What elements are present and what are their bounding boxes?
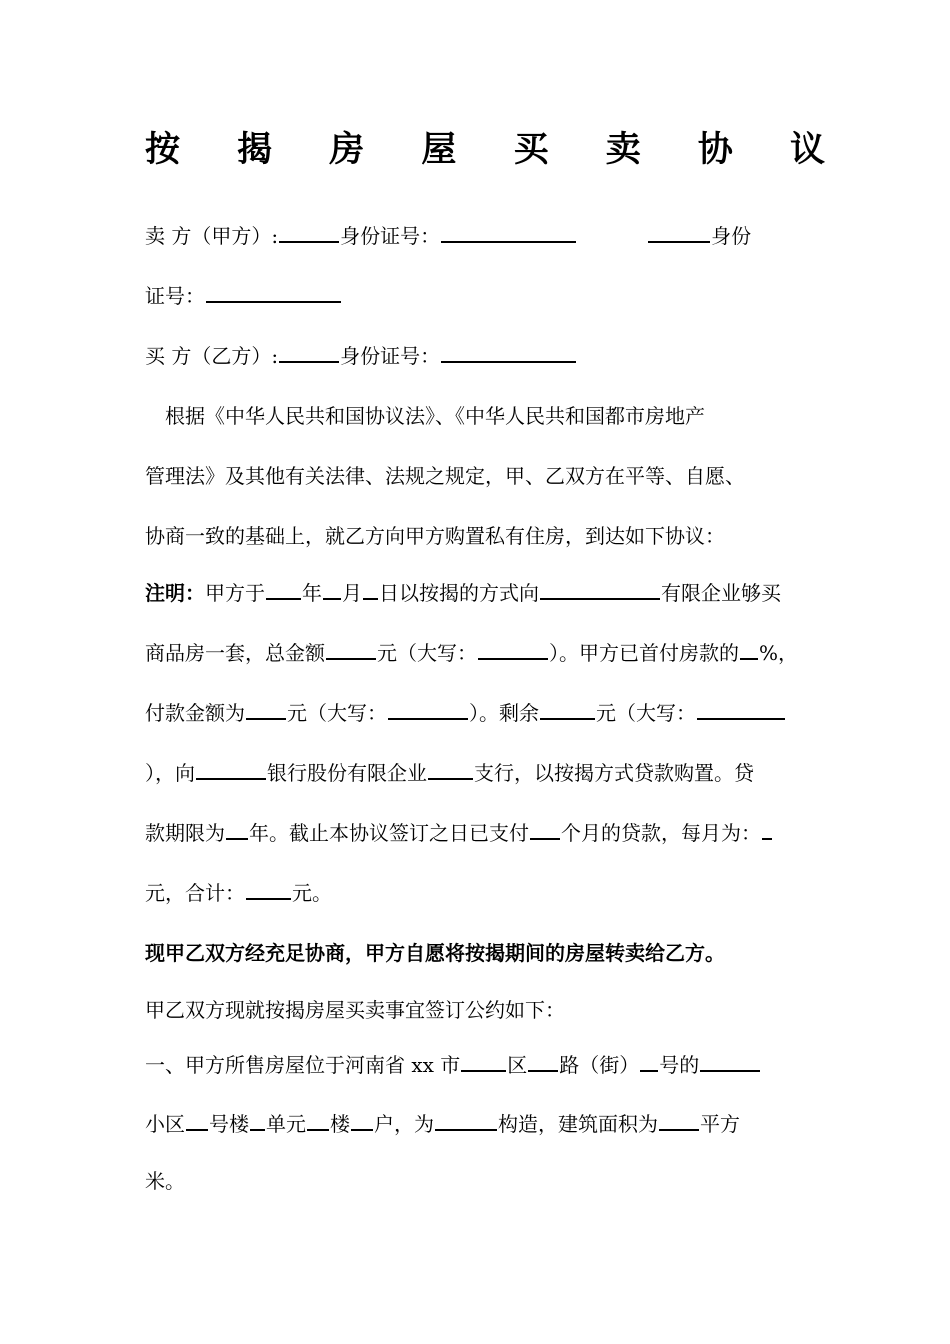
blank-field	[323, 578, 341, 600]
note-text: ），向	[145, 761, 195, 785]
note-text: 支行，以按揭方式贷款购置。贷	[474, 761, 754, 785]
note-text: ）。剩余	[469, 701, 539, 725]
preamble-line-3: 协商一致的基础上，就乙方向甲方购置私有住房，到达如下协议：	[145, 524, 725, 548]
note-text: 商品房一套，总金额	[145, 641, 325, 665]
note-line-5	[145, 818, 773, 848]
blank-field	[648, 221, 710, 243]
preamble-line-2: 管理法》及其他有关法律、法规之规定，甲、乙双方在平等、自愿、	[145, 464, 745, 488]
blank-field	[326, 638, 376, 660]
id-label: 身份证号：	[340, 224, 441, 248]
seller-id-line	[145, 281, 342, 311]
note-text: 元（大写：	[377, 641, 477, 665]
note-text: 甲方于	[205, 581, 265, 605]
clause-text: 平方	[700, 1112, 740, 1136]
note-text: 付款金额为	[145, 701, 245, 725]
title-char: 按	[145, 129, 181, 170]
blank-field	[307, 1109, 329, 1131]
blank-field	[540, 698, 595, 720]
note-text: 元（大写：	[287, 701, 387, 725]
note-text: 日以按揭的方式向	[379, 581, 539, 605]
title-char: 房	[329, 129, 365, 170]
note-label: 注明：	[145, 581, 205, 605]
blank-field	[279, 221, 339, 243]
blank-field	[388, 698, 468, 720]
note-text: 有限企业够买	[661, 581, 781, 605]
seller-line	[145, 221, 751, 251]
title-char: 议	[789, 129, 825, 170]
blank-field	[461, 1050, 506, 1072]
blank-field	[700, 1050, 760, 1072]
document-title	[145, 126, 825, 174]
clause-1-line-2	[145, 1109, 740, 1139]
note-text: 元，合计：	[145, 881, 245, 905]
clause-text: 路（街）	[559, 1053, 640, 1077]
note-text: 月	[342, 581, 362, 605]
clause-text: 构造，建筑面积为	[498, 1112, 658, 1136]
clause-text: 号楼	[209, 1112, 249, 1136]
note-text: %，	[759, 641, 799, 665]
note-text: ）。甲方已首付房款的	[549, 641, 739, 665]
blank-field	[351, 1109, 373, 1131]
clause-1-line-3: 米。	[145, 1169, 185, 1193]
blank-field	[478, 638, 548, 660]
id-label: 身份证号：	[340, 344, 441, 368]
clause-text: 楼	[330, 1112, 350, 1136]
blank-field	[250, 1109, 265, 1131]
title-char: 买	[513, 129, 549, 170]
blank-field	[435, 1109, 497, 1131]
blank-field	[196, 758, 266, 780]
clause-text: 区	[507, 1053, 528, 1077]
blank-field	[540, 578, 660, 600]
blank-field	[206, 281, 341, 303]
seller-label: 卖 方（甲方）:	[145, 224, 279, 248]
id-label-part2: 证号：	[145, 284, 205, 308]
title-char: 屋	[421, 129, 457, 170]
blank-field	[528, 1050, 558, 1072]
blank-field	[640, 1050, 658, 1072]
note-text: 个月的贷款，每月为：	[561, 821, 761, 845]
blank-field	[530, 818, 560, 840]
note-line-3	[145, 698, 786, 728]
clause-text: 号的	[659, 1053, 700, 1077]
blank-field	[659, 1109, 699, 1131]
blank-field	[428, 758, 473, 780]
id-label-part1: 身份	[711, 224, 752, 248]
blank-field	[266, 578, 301, 600]
clause-text: 单元	[266, 1112, 306, 1136]
title-char: 协	[697, 129, 733, 170]
note-line-1	[145, 578, 781, 608]
blank-field	[363, 578, 378, 600]
blank-field	[226, 818, 248, 840]
blank-field	[441, 221, 576, 243]
preamble-line-1: 根据《中华人民共和国协议法》、《中华人民共和国都市房地产	[165, 404, 705, 428]
clause-1-line-1	[145, 1050, 761, 1080]
blank-field	[441, 341, 576, 363]
note-text: 年。截止本协议签订之日已支付	[249, 821, 529, 845]
note-text: 元（大写：	[596, 701, 696, 725]
clause-text: 一、甲方所售房屋位于河南省 xx 市	[145, 1053, 461, 1077]
blank-field	[246, 878, 291, 900]
title-char: 揭	[237, 129, 273, 170]
clause-text: 小区	[145, 1112, 185, 1136]
blank-field	[279, 341, 339, 363]
bold-statement: 现甲乙双方经充足协商，甲方自愿将按揭期间的房屋转卖给乙方。	[145, 941, 725, 965]
note-text: 元。	[292, 881, 332, 905]
blank-field	[246, 698, 286, 720]
blank-field	[697, 698, 785, 720]
note-line-2	[145, 638, 798, 668]
blank-field	[762, 818, 772, 840]
buyer-line	[145, 341, 577, 371]
note-text: 银行股份有限企业	[267, 761, 427, 785]
note-line-6	[145, 878, 332, 908]
note-line-4	[145, 758, 754, 788]
buyer-label: 买 方（乙方）:	[145, 344, 279, 368]
note-text: 款期限为	[145, 821, 225, 845]
clause-text: 户，为	[374, 1112, 434, 1136]
title-char: 卖	[605, 129, 641, 170]
blank-field	[186, 1109, 208, 1131]
agreement-intro: 甲乙双方现就按揭房屋买卖事宜签订公约如下：	[145, 998, 565, 1022]
note-text: 年	[302, 581, 322, 605]
blank-field	[740, 638, 758, 660]
